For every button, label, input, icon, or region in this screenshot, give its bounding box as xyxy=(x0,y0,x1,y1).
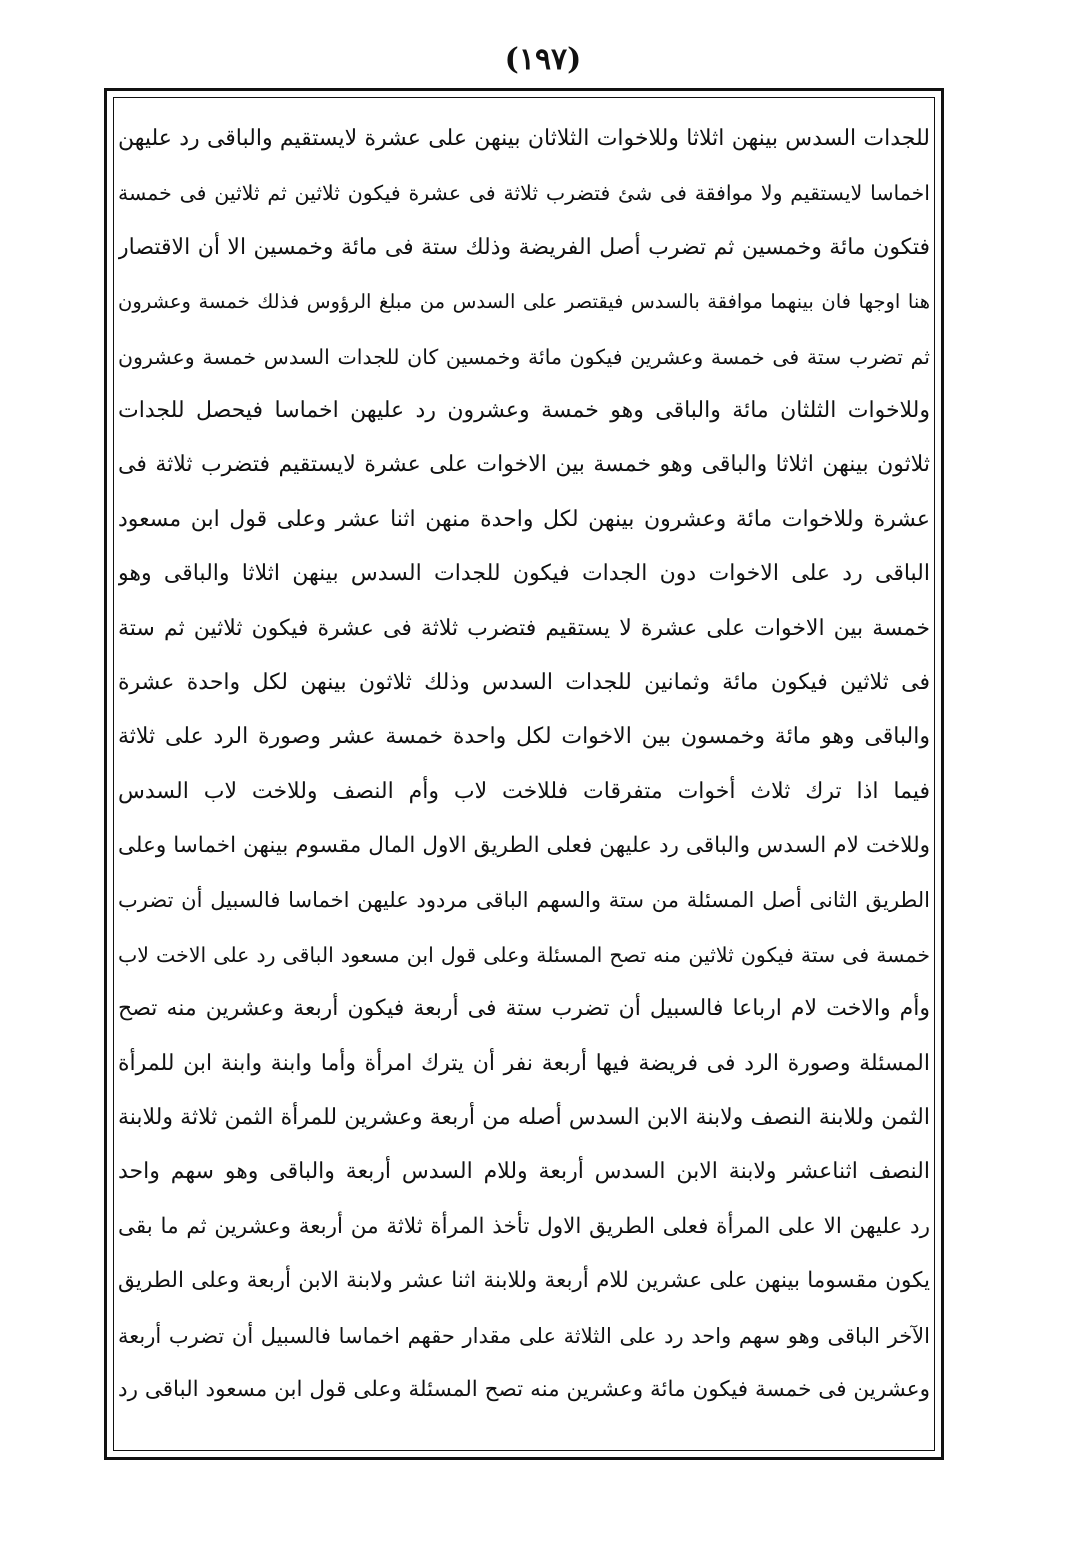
text-line: الباقى رد على الاخوات دون الجدات فيكون للجدات السدس بينهن اثلاثا والباقى وهو xyxy=(118,561,930,587)
text-line: خمسة بين الاخوات على عشرة لا يستقيم فتضرب ثلاثة فى عشرة فيكون ثلاثين ثم ستة xyxy=(118,615,930,641)
text-line: للجدات السدس بينهن اثلاثا وللاخوات الثلاثان بينهن على عشرة لايستقيم والباقى رد عليهن xyxy=(118,126,930,151)
text-line: الآخر الباقى وهو سهم واحد رد على الثلاثة على مقدار حقهم اخماسا فالسبيل أن تضرب أربعة xyxy=(118,1323,930,1348)
text-line: الثمن وللابنة النصف ولابنة الابن السدس أصله من أربعة وعشرين للمرأة الثمن ثلاثة وللابنة xyxy=(118,1105,930,1131)
body-text xyxy=(118,112,930,1417)
text-line: رد عليهن الا على المرأة فعلى الطريق الاول تأخذ المرأة ثلاثة من أربعة وعشرين ثم ما بقى xyxy=(118,1213,930,1239)
text-line: هنا اوجها فان بينهما موافقة بالسدس فيقتصر على السدس من مبلغ الرؤوس فذلك خمسة وعشرون xyxy=(118,290,930,314)
text-line: خمسة فى ستة فيكون ثلاثين منه تصح المسئلة وعلى قول ابن مسعود الباقى رد على الاخت لاب xyxy=(118,942,930,967)
text-line: وللاخت لام السدس والباقى رد عليهن فعلى الطريق الاول المال مقسوم بينهن اخماسا وعلى xyxy=(118,833,930,859)
text-line: فتكون مائة وخمسين ثم تضرب أصل الفريضة وذلك ستة فى مائة وخمسين الا أن الاقتصار xyxy=(118,234,930,260)
text-line: عشرة وللاخوات مائة وعشرون بينهن لكل واحدة منهن اثنا عشر وعلى قول ابن مسعود xyxy=(118,506,930,532)
text-line: وللاخوات الثلثان مائة والباقى وهو خمسة وعشرون رد عليهن اخماسا فيحصل للجدات xyxy=(118,397,930,423)
text-line: المسئلة وصورة الرد فى فريضة فيها أربعة نفر أن يترك امرأة وأما وابنة وابنة ابن للمرأة xyxy=(118,1050,930,1076)
text-line: وأم والاخت لام ارباعا فالسبيل أن تضرب ستة فى أربعة فيكون أربعة وعشرين منه تصح xyxy=(118,996,930,1022)
text-line: فى ثلاثين فيكون مائة وثمانين للجدات السدس وذلك ثلاثون بينهن لكل واحدة عشرة xyxy=(118,669,930,695)
page-number: (١٩٧) xyxy=(504,42,582,77)
text-line: اخماسا لايستقيم ولا موافقة فى شئ فتضرب ثلاثة فى عشرة فيكون ثلاثين ثم ثلاثين فى خمسة xyxy=(118,181,930,206)
text-line: ثم تضرب ستة فى خمسة وعشرين فيكون مائة وخمسين كان للجدات السدس خمسة وعشرون xyxy=(118,344,930,369)
text-line: الطريق الثانى أصل المسئلة من ستة والسهم الباقى مردود عليهن اخماسا فالسبيل أن تضرب xyxy=(118,888,930,913)
text-line: وعشرين فى خمسة فيكون مائة وعشرين منه تصح المسئلة وعلى قول ابن مسعود الباقى رد xyxy=(118,1376,930,1402)
text-line: ثلاثون بينهن اثلاثا والباقى وهو خمسة بين الاخوات على عشرة لايستقيم فتضرب ثلاثة فى xyxy=(118,452,930,478)
text-line: يكون مقسوما بينهن على عشرين للام أربعة وللابنة اثنا عشر ولابنة الابن أربعة وعلى الطريق xyxy=(118,1268,930,1294)
text-line: والباقى وهو مائة وخمسون بين الاخوات لكل واحدة خمسة عشر وصورة الرد على ثلاثة xyxy=(118,724,930,750)
text-line: فيما اذا ترك ثلاث أخوات متفرقات فللاخت لاب وأم النصف وللاخت لاب السدس xyxy=(118,778,930,804)
text-line: النصف اثناعشر ولابنة الابن السدس أربعة وللام السدس أربعة والباقى وهو سهم واحد xyxy=(118,1159,930,1185)
